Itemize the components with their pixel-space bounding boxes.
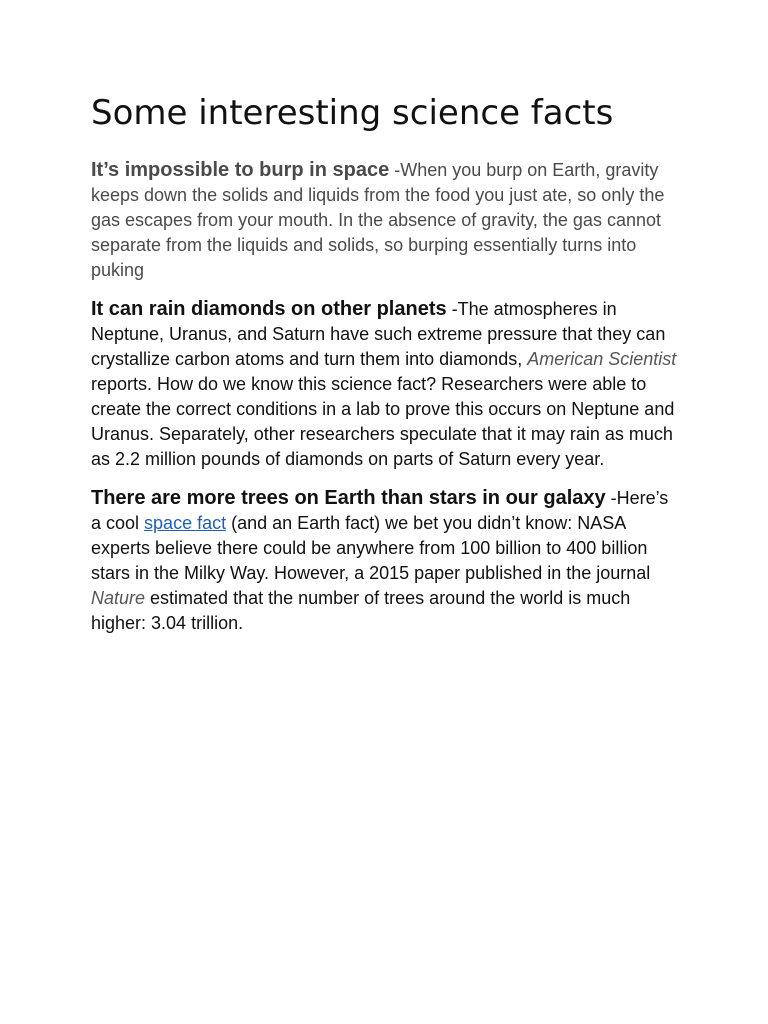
space-fact-link[interactable]: space fact xyxy=(144,513,227,533)
fact-body: -The atmospheres in Neptune, Uranus, and Saturn have such extreme pressure that they can crystallize carbon atoms and turn them into diamonds, xyxy=(91,299,666,369)
fact-body-end: estimated that the number of trees around the world is much higher: 3.04 trillion. xyxy=(91,588,631,633)
fact-body: -When you burp on Earth, gravity keeps down the solids and liquids from the food you just ate, so only the gas escapes from your mouth. In the absence of gravity, the gas cannot separate from the liquids and solids, so burping essentially turns into puking xyxy=(91,160,665,280)
fact-heading: It can rain diamonds on other planets xyxy=(91,298,447,320)
document-page xyxy=(91,88,681,650)
fact-body-continued: (and an Earth fact) we bet you didn’t know: NASA experts believe there could be anywhere from 100 billion to 400 billion stars in the Milky Way. However, a 2015 paper published in the journal xyxy=(91,513,651,583)
fact-heading: It’s impossible to burp in space xyxy=(91,159,390,181)
page-title: Some interesting science facts xyxy=(91,93,614,133)
journal-name: Nature xyxy=(91,588,146,608)
fact-body: -Here’s a cool xyxy=(91,488,669,533)
fact-trees-vs-stars xyxy=(91,486,681,636)
fact-diamond-rain xyxy=(91,297,681,472)
publication-name: American Scientist xyxy=(527,349,677,369)
fact-burp-in-space xyxy=(91,158,681,283)
fact-body-continued: reports. How do we know this science fact? Researchers were able to create the correct conditions in a lab to prove this occurs on Neptune and Uranus. Separately, other researchers speculate that it may rain as much as 2.2 million pounds of diamonds on parts of Saturn every year. xyxy=(91,374,675,469)
fact-heading: There are more trees on Earth than stars in our galaxy xyxy=(91,487,606,509)
